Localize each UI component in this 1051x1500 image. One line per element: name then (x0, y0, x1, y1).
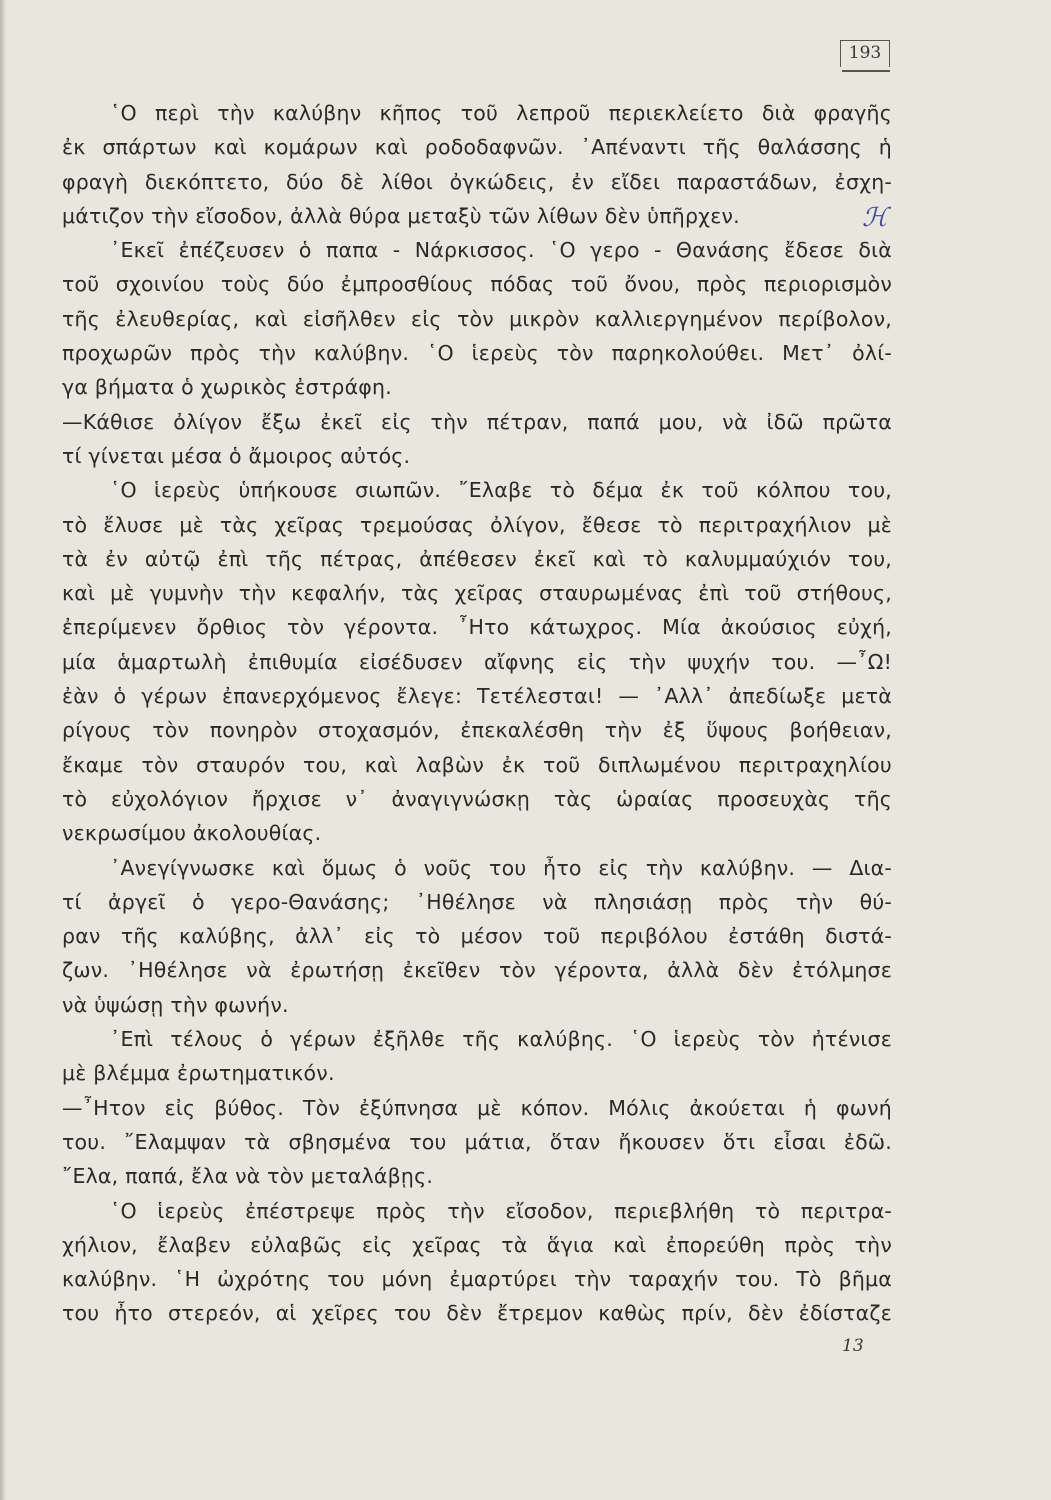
text-line: ἔκαμε τὸν σταυρόν του, καὶ λαβὼν ἐκ τοῦ διπλωμένου περιτραχηλίου (62, 752, 892, 777)
text-line: ἐκ σπάρτων καὶ κομάρων καὶ ροδοδαφνῶν. ᾿Απέναντι τῆς θαλάσσης ἡ (62, 135, 892, 160)
text-line: τὸ ἔλυσε μὲ τὰς χεῖρας τρεμούσας ὀλίγον, ἔθεσε τὸ περιτραχήλιον μὲ (62, 512, 892, 537)
text-line: —Κάθισε ὀλίγον ἔξω ἐκεῖ εἰς τὴν πέτραν, παπά μου, νὰ ἰδῶ πρῶτα (62, 409, 892, 434)
text-line: ζων. ᾿Ηθέλησε νὰ ἐρωτήσῃ ἐκεῖθεν τὸν γέροντα, ἀλλὰ δὲν ἐτόλμησε (62, 958, 892, 983)
text-line: τί γίνεται μέσα ὁ ἄμοιρος αὐτός. (62, 443, 411, 468)
text-line: του. ῎Ελαμψαν τὰ σβησμένα του μάτια, ὅταν ἤκουσεν ὅτι εἶσαι ἐδῶ. (62, 1129, 892, 1154)
text-line: μὲ βλέμμα ἐρωτηματικόν. (62, 1061, 335, 1086)
signature-mark: 13 (842, 1336, 864, 1356)
text-line: τί ἀργεῖ ὁ γερο-Θανάσης; ᾿Ηθέλησε νὰ πλησιάσῃ πρὸς τὴν θύ- (62, 889, 892, 914)
text-line: γα βήματα ὁ χωρικὸς ἐστράφη. (62, 375, 392, 400)
text-line: ραν τῆς καλύβης, ἀλλ᾿ εἰς τὸ μέσον τοῦ περιβόλου ἐστάθη διστά- (62, 924, 892, 949)
text-line: νὰ ὑψώσῃ τὴν φωνήν. (62, 992, 289, 1017)
text-line: ῾Ο περὶ τὴν καλύβην κῆπος τοῦ λεπροῦ περιεκλείετο διὰ φραγῆς (110, 101, 892, 125)
text-line: ῾Ο ἱερεὺς ἐπέστρεψε πρὸς τὴν εἴσοδον, περιεβλήθη τὸ περιτρα- (110, 1198, 892, 1223)
text-line: ῎Ελα, παπά, ἔλα νὰ τὸν μεταλάβῃς. (62, 1164, 434, 1189)
page-number: 193 (840, 40, 890, 66)
text-line: προχωρῶν πρὸς τὴν καλύβην. ῾Ο ἱερεὺς τὸν παρηκολούθει. Μετ᾿ ὀλί- (62, 341, 892, 366)
page-spine-shadow (0, 0, 6, 1500)
text-line: τὸ εὐχολόγιον ἤρχισε ν᾿ ἀναγιγνώσκῃ τὰς ὡραίας προσευχὰς τῆς (62, 786, 892, 811)
text-line: —῏Ητον εἰς βύθος. Τὸν ἐξύπνησα μὲ κόπον. Μόλις ἀκούεται ἡ φωνή (62, 1095, 892, 1120)
body-text (62, 96, 892, 1331)
text-line: τὰ ἐν αὐτῷ ἐπὶ τῆς πέτρας, ἀπέθεσεν ἐκεῖ καὶ τὸ καλυμμαύχιόν του, (62, 546, 892, 571)
text-line: καὶ μὲ γυμνὴν τὴν κεφαλήν, τὰς χεῖρας σταυρωμένας ἐπὶ τοῦ στήθους, (62, 581, 892, 606)
text-line: ῾Ο ἱερεὺς ὑπήκουσε σιωπῶν. ῎Ελαβε τὸ δέμα ἐκ τοῦ κόλπου του, (110, 478, 892, 503)
text-line: ᾿Επὶ τέλους ὁ γέρων ἐξῆλθε τῆς καλύβης. ῾Ο ἱερεὺς τὸν ἠτένισε (110, 1027, 892, 1052)
text-line: ρίγους τὸν πονηρὸν στοχασμόν, ἐπεκαλέσθη τὴν ἐξ ὕψους βοήθειαν, (62, 718, 892, 743)
text-line: τῆς ἐλευθερίας, καὶ εἰσῆλθεν εἰς τὸν μικρὸν καλλιεργημένον περίβολον, (62, 306, 892, 331)
text-line: ἐπερίμενεν ὄρθιος τὸν γέροντα. ῏Ητο κάτωχρος. Μία ἀκούσιος εὐχή, (62, 615, 892, 640)
text-line: μάτιζον τὴν εἴσοδον, ἀλλὰ θύρα μεταξὺ τῶν λίθων δὲν ὑπῆρχεν. (62, 203, 740, 228)
margin-annotation-mark: ℋ (862, 203, 888, 233)
text-line: νεκρωσίμου ἀκολουθίας. (62, 821, 322, 846)
text-line: καλύβην. ῾Η ὠχρότης του μόνη ἐμαρτύρει τὴν ταραχήν του. Τὸ βῆμα (62, 1267, 892, 1292)
text-line: τοῦ σχοινίου τοὺς δύο ἐμπροσθίους πόδας τοῦ ὄνου, πρὸς περιορισμὸν (62, 272, 892, 297)
text-line: ᾿Ανεγίγνωσκε καὶ ὅμως ὁ νοῦς του ἦτο εἰς τὴν καλύβην. — Δια- (110, 855, 892, 880)
text-line: χήλιον, ἔλαβεν εὐλαβῶς εἰς χεῖρας τὰ ἅγια καὶ ἐπορεύθη πρὸς τὴν (62, 1232, 892, 1257)
text-line: φραγὴ διεκόπτετο, δύο δὲ λίθοι ὀγκώδεις, ἐν εἴδει παραστάδων, ἐσχη- (62, 169, 892, 194)
text-line: ᾿Εκεῖ ἐπέζευσεν ὁ παπα - Νάρκισσος. ῾Ο γερο - Θανάσης ἔδεσε διὰ (110, 238, 892, 263)
text-line: μία ἁμαρτωλὴ ἐπιθυμία εἰσέδυσεν αἴφνης εἰς τὴν ψυχήν του. —῏Ω! (62, 649, 892, 674)
text-line: ἐὰν ὁ γέρων ἐπανερχόμενος ἔλεγε: Τετέλεσται! — ᾿Αλλ᾿ ἀπεδίωξε μετὰ (62, 684, 892, 709)
text-line: του ἦτο στερεόν, αἱ χεῖρες του δὲν ἔτρεμον καθὼς πρίν, δὲν ἐδίσταζε (62, 1301, 892, 1326)
